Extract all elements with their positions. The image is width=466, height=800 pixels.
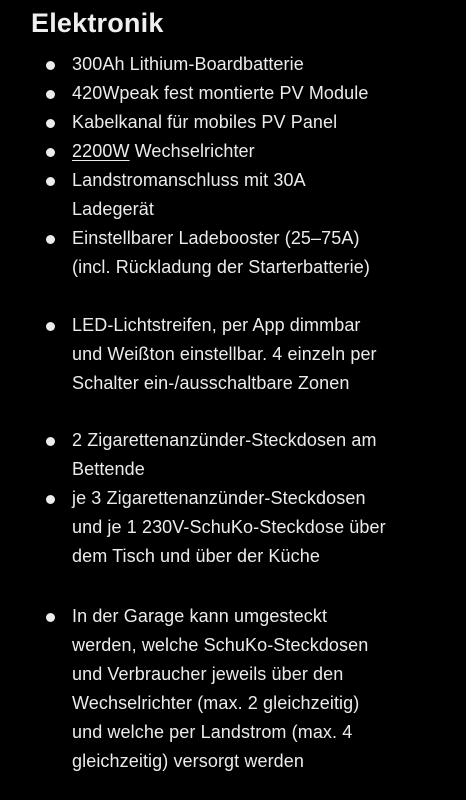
list-item — [0, 108, 466, 137]
page-title: Elektronik — [31, 8, 164, 38]
bullet-list-lighting — [0, 311, 466, 398]
bullet-dot-icon — [46, 495, 55, 504]
list-item — [0, 166, 466, 224]
bullet-dot-icon — [46, 177, 55, 186]
bullet-dot-icon — [46, 61, 55, 70]
list-item-text: 2 Zigarettenanzünder-Steckdosen am Bettende — [72, 430, 377, 479]
inverter-power-link[interactable]: 2200W — [72, 141, 130, 161]
list-item-text: Landstromanschluss mit 30A Ladegerät — [72, 170, 306, 219]
list-item-text: 300Ah Lithium-Boardbatterie — [72, 54, 304, 74]
list-item — [0, 137, 466, 166]
bullet-list-sockets — [0, 426, 466, 571]
list-item — [0, 311, 466, 398]
bullet-dot-icon — [46, 148, 55, 157]
bullet-dot-icon — [46, 235, 55, 244]
list-item — [0, 602, 466, 776]
list-item — [0, 50, 466, 79]
list-item-text: LED-Lichtstreifen, per App dimmbar und Weißton einstellbar. 4 einzeln per Schalter ein-/ausschaltbare Zonen — [72, 315, 377, 393]
bullet-dot-icon — [46, 322, 55, 331]
bullet-dot-icon — [46, 437, 55, 446]
bullet-list-garage — [0, 602, 466, 776]
list-item-text: 420Wpeak fest montierte PV Module — [72, 83, 369, 103]
list-item — [0, 79, 466, 108]
bullet-list-power — [0, 50, 466, 282]
list-item — [0, 426, 466, 484]
list-item — [0, 224, 466, 282]
list-item-text: In der Garage kann umgesteckt werden, welche SchuKo-Steckdosen und Verbraucher jeweils über den Wechselrichter (max. 2 gleichzeitig) und welche per Landstrom (max. 4 gleichzeitig) versorgt werden — [72, 606, 369, 771]
list-item-text: je 3 Zigarettenanzünder-Steckdosen und je 1 230V-SchuKo-Steckdose über dem Tisch und über der Küche — [72, 488, 386, 566]
bullet-dot-icon — [46, 613, 55, 622]
list-item-text: Kabelkanal für mobiles PV Panel — [72, 112, 338, 132]
list-item-text-rest: Wechselrichter — [129, 141, 255, 161]
list-item — [0, 484, 466, 571]
bullet-dot-icon — [46, 90, 55, 99]
bullet-dot-icon — [46, 119, 55, 128]
list-item-text: Einstellbarer Ladebooster (25–75A) (incl. Rückladung der Starterbatterie) — [72, 228, 370, 277]
list-item-text — [72, 137, 456, 166]
